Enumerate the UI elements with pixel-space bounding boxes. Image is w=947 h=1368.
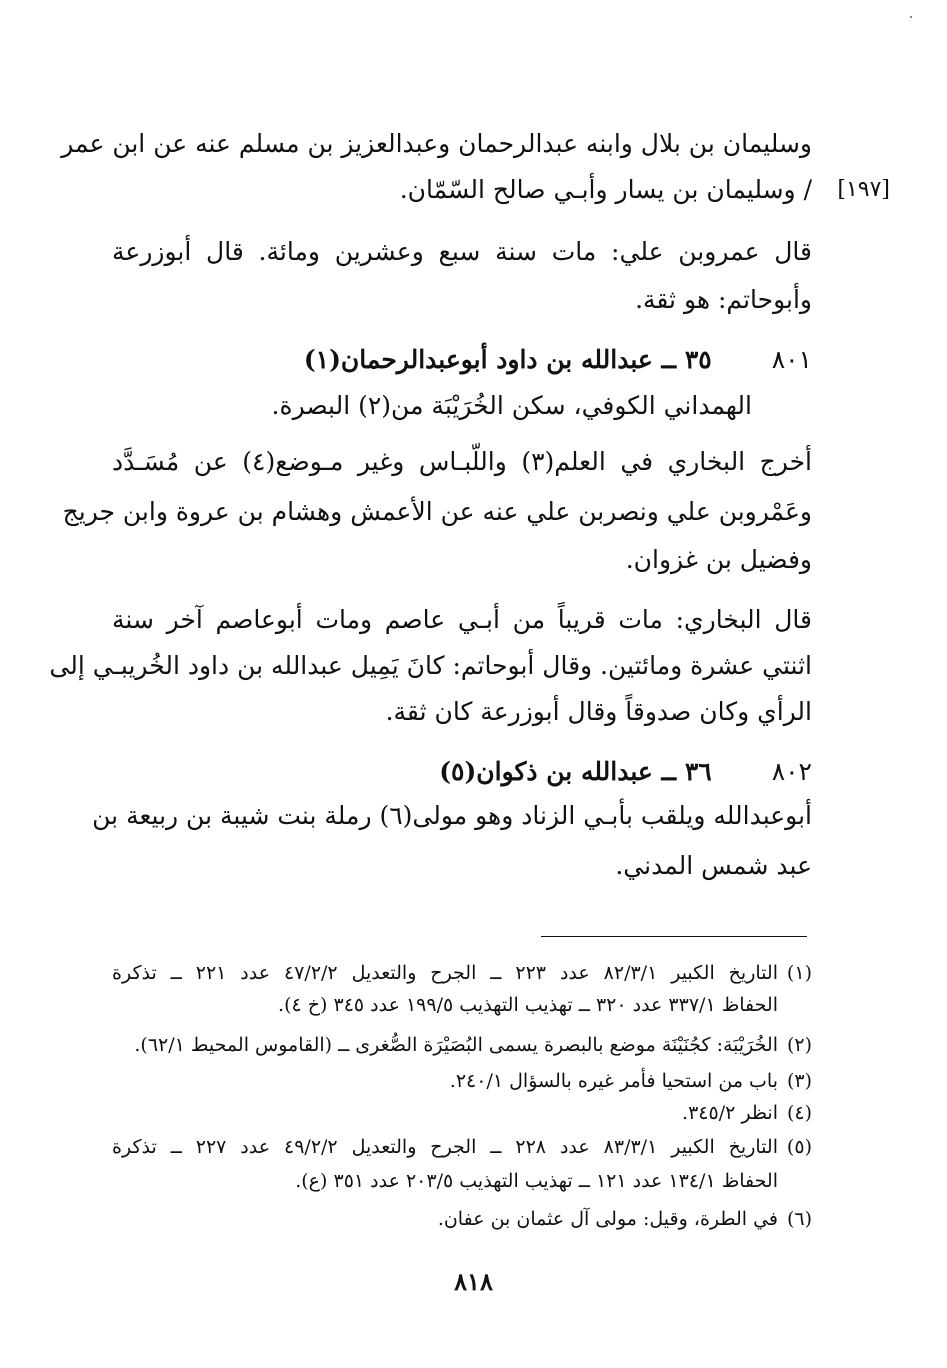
footnote-line: الحفاظ ١٣٤/١ عدد ١٢١ ــ تهذيب التهذيب ٢٠٣/٥ عدد ٣٥١ (ع).	[295, 1170, 778, 1192]
body-line: أبوعبدالله ويلقب بأبـي الزناد وهو مولى(٦) رملة بنت شيبة بن ربيعة بن	[92, 801, 812, 830]
entry-number: ٨٠١	[771, 345, 812, 374]
footnote-text: باب من استحيا فأمر غيره بالسؤال ٢٤٠/١.	[449, 1070, 778, 1092]
footnote-line: الحفاظ ٣٣٧/١ عدد ٣٢٠ ــ تهذيب التهذيب ١٩٩/٥ عدد ٣٤٥ (خ ٤).	[278, 994, 778, 1016]
body-line: الهمداني الكوفي، سكن الخُرَيْبَة من(٢) البصرة.	[271, 391, 752, 420]
entry-title: ٣٥ ــ عبدالله بن داود أبوعبدالرحمان(١)	[303, 345, 712, 374]
footnote-text: انظر ٣٤٥/٢.	[682, 1102, 778, 1124]
entry-title: ٣٦ ــ عبدالله بن ذكوان(٥)	[439, 757, 712, 786]
footnote-line	[438, 1204, 812, 1234]
entry-heading	[439, 752, 812, 792]
footnote-text: التاريخ الكبير ٨٢/٣/١ عدد ٢٢٣ ــ الجرح والتعديل ٤٧/٢/٢ عدد ٢٢١ ــ تذكرة	[112, 962, 778, 984]
footnote-separator	[541, 936, 807, 937]
footnote-number: (٢)	[786, 1034, 812, 1056]
footnote-number: (٤)	[786, 1102, 812, 1124]
footnote-text: التاريخ الكبير ٨٣/٣/١ عدد ٢٢٨ ــ الجرح والتعديل ٤٩/٢/٢ عدد ٢٢٧ ــ تذكرة	[112, 1136, 778, 1158]
footnote-line	[112, 958, 812, 988]
body-line: أخرج البخاري في العلم(٣) واللّبـاس وغير مـوضع(٤) عن مُسَـدَّد	[112, 447, 812, 476]
footnote-text: الخُرَيْبَة: كجُنَيْنَة موضع بالبصرة يسمى البُصَيْرَة الصُّغرى ــ (القاموس المحيط ٦٢/١).	[134, 1034, 778, 1056]
footnote-line	[450, 1066, 812, 1096]
footnote-line	[682, 1098, 812, 1128]
entry-heading	[304, 340, 812, 380]
body-line: قال البخاري: مات قريباً من أبـي عاصم ومات أبوعاصم آخر سنة	[112, 605, 812, 634]
footnote-number: (٦)	[786, 1208, 812, 1230]
body-line: عبد شمس المدني.	[615, 851, 812, 880]
body-line: وعَمْروبن علي ونصربن علي عنه عن الأعمش وهشام بن عروة وابن جريج	[62, 497, 812, 526]
footnote-number: (٣)	[786, 1070, 812, 1092]
footnote-number: (١)	[786, 962, 812, 984]
footnote-text: في الطرة، وقيل: مولى آل عثمان بن عفان.	[437, 1208, 778, 1230]
page-number: ٨١٨	[454, 1267, 493, 1296]
body-line: الرأي وكان صدوقاً وقال أبوزرعة كان ثقة.	[385, 697, 812, 726]
body-line: / وسليمان بن يسار وأبـي صالح السّمّان.	[399, 175, 812, 204]
entry-number: ٨٠٢	[771, 757, 812, 786]
body-line: وسليمان بن بلال وابنه عبدالرحمان وعبدالعزيز بن مسلم عنه عن ابن عمر	[61, 129, 812, 158]
margin-page-reference: [١٩٧]	[837, 177, 890, 202]
footnote-line	[112, 1132, 812, 1162]
body-line: قال عمروبن علي: مات سنة سبع وعشرين ومائة. قال أبوزرعة	[112, 237, 812, 266]
scan-speck	[910, 16, 912, 18]
footnote-number: (٥)	[786, 1136, 812, 1158]
footnote-line	[134, 1030, 812, 1060]
body-line: اثنتي عشرة ومائتين. وقال أبوحاتم: كانَ يَمِيل عبدالله بن داود الخُريبـي إلى	[49, 651, 812, 680]
body-line: وفضيل بن غزوان.	[625, 545, 812, 574]
body-line: وأبوحاتم: هو ثقة.	[635, 285, 812, 314]
